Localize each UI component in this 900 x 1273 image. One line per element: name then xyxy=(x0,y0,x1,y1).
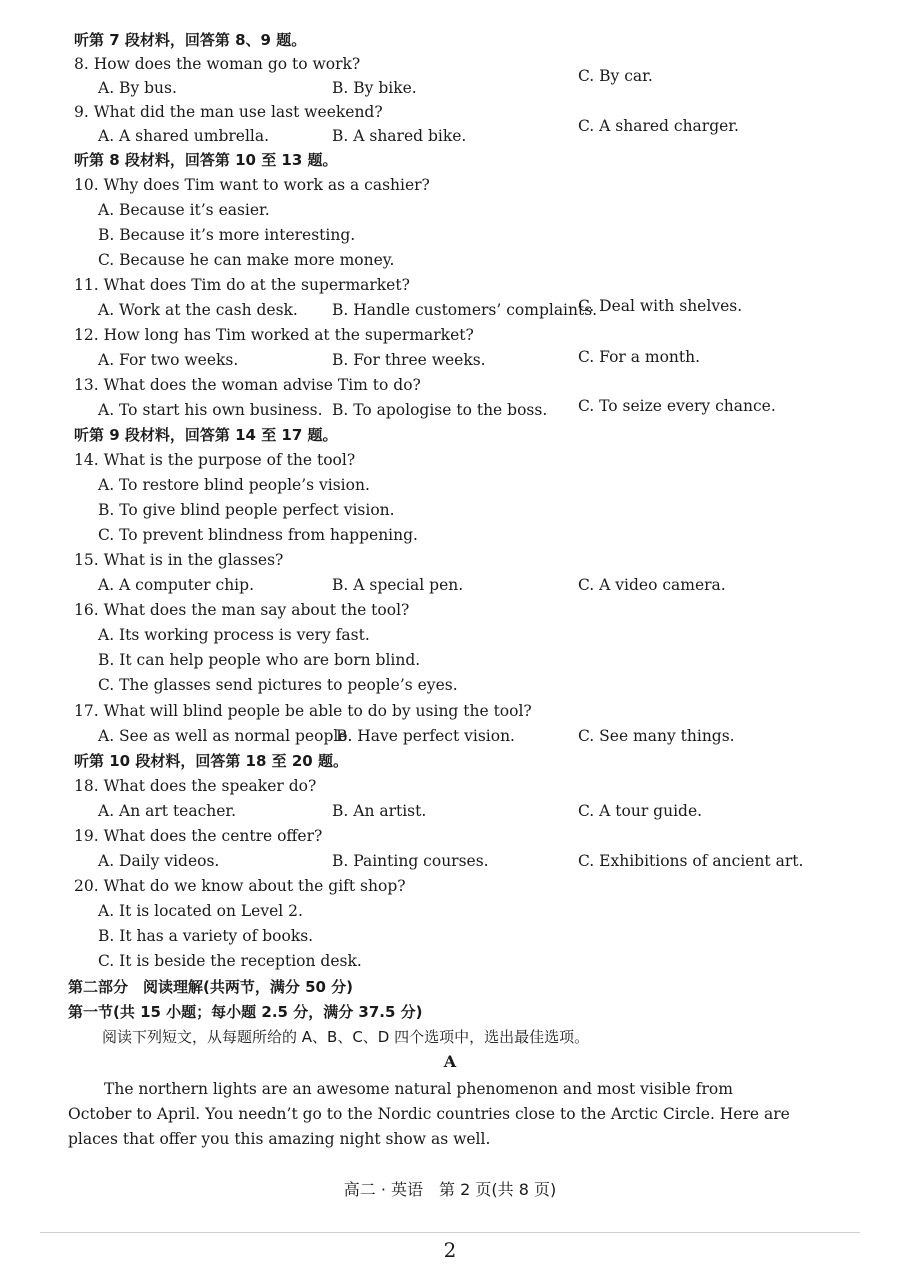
q10-option-c: C. Because he can make more money. xyxy=(98,251,395,269)
q16-option-a: A. Its working process is very fast. xyxy=(98,626,370,644)
q19-option-c: C. Exhibitions of ancient art. xyxy=(578,852,804,870)
passage-letter: A xyxy=(443,1052,457,1071)
question-12-options xyxy=(74,348,864,373)
q14-option-b: B. To give blind people perfect vision. xyxy=(98,501,395,519)
question-9-options xyxy=(74,117,864,149)
q10-option-b: B. Because it’s more interesting. xyxy=(98,226,356,244)
question-17-stem: 17. What will blind people be able to do by using the tool? xyxy=(74,702,532,720)
question-8-options xyxy=(74,67,864,101)
q15-option-b: B. A special pen. xyxy=(332,576,464,594)
question-19-stem: 19. What does the centre offer? xyxy=(74,827,323,845)
q11-option-a: A. Work at the cash desk. xyxy=(98,301,298,319)
q13-option-b: B. To apologise to the boss. xyxy=(332,401,548,419)
question-16-stem: 16. What does the man say about the tool? xyxy=(74,601,410,619)
q12-option-a: A. For two weeks. xyxy=(98,351,239,369)
q17-option-a: A. See as well as normal people. xyxy=(98,727,353,745)
section-heading-7: 听第 7 段材料，回答第 8、9 题。 xyxy=(74,31,307,49)
q15-option-a: A. A computer chip. xyxy=(98,576,254,594)
section-heading-9: 听第 9 段材料，回答第 14 至 17 题。 xyxy=(74,426,338,444)
q9-option-c: C. A shared charger. xyxy=(578,117,739,135)
part-two-section-one-heading: 第一节(共 15 小题；每小题 2.5 分，满分 37.5 分) xyxy=(68,1003,423,1021)
question-11-stem: 11. What does Tim do at the supermarket? xyxy=(74,276,410,294)
q13-option-c: C. To seize every chance. xyxy=(578,397,776,415)
q8-option-c: C. By car. xyxy=(578,67,653,85)
section-heading-8: 听第 8 段材料，回答第 10 至 13 题。 xyxy=(74,151,338,169)
reading-instruction: 阅读下列短文，从每题所给的 A、B、C、D 四个选项中，选出最佳选项。 xyxy=(102,1028,590,1046)
q18-option-b: B. An artist. xyxy=(332,802,427,820)
q8-option-b: B. By bike. xyxy=(332,79,417,97)
page-number: 2 xyxy=(443,1238,457,1262)
q16-option-c: C. The glasses send pictures to people’s eyes. xyxy=(98,676,458,694)
q20-option-a: A. It is located on Level 2. xyxy=(98,902,303,920)
q17-option-c: C. See many things. xyxy=(578,727,735,745)
q18-option-c: C. A tour guide. xyxy=(578,802,703,820)
q12-option-b: B. For three weeks. xyxy=(332,351,486,369)
question-8-stem: 8. How does the woman go to work? xyxy=(74,55,361,73)
question-12-stem: 12. How long has Tim worked at the supermarket? xyxy=(74,326,474,344)
q19-option-a: A. Daily videos. xyxy=(98,852,220,870)
q14-option-a: A. To restore blind people’s vision. xyxy=(98,476,370,494)
q18-option-a: A. An art teacher. xyxy=(98,802,237,820)
passage-text: The northern lights are an awesome natural phenomenon and most visible from October to April. You needn’t go to the Nordic countries close to the Arctic Circle. Here are places that offer you this amazing night show as well. xyxy=(68,1080,790,1148)
q19-option-b: B. Painting courses. xyxy=(332,852,489,870)
question-10-stem: 10. Why does Tim want to work as a cashier? xyxy=(74,176,430,194)
q20-option-c: C. It is beside the reception desk. xyxy=(98,952,362,970)
q15-option-c: C. A video camera. xyxy=(578,576,726,594)
question-18-options xyxy=(74,799,864,824)
question-19-options xyxy=(74,849,864,874)
q13-option-a: A. To start his own business. xyxy=(98,401,323,419)
page-footer: 高二 · 英语 第 2 页(共 8 页) xyxy=(343,1180,557,1199)
section-heading-10: 听第 10 段材料，回答第 18 至 20 题。 xyxy=(74,752,348,770)
q11-option-c: C. Deal with shelves. xyxy=(578,297,743,315)
question-20-stem: 20. What do we know about the gift shop? xyxy=(74,877,406,895)
question-17-options xyxy=(74,724,864,749)
question-18-stem: 18. What does the speaker do? xyxy=(74,777,317,795)
question-14-stem: 14. What is the purpose of the tool? xyxy=(74,451,356,469)
q8-option-a: A. By bus. xyxy=(98,79,177,97)
q16-option-b: B. It can help people who are born blind. xyxy=(98,651,421,669)
footer-divider xyxy=(40,1232,860,1233)
q12-option-c: C. For a month. xyxy=(578,348,701,366)
question-15-options xyxy=(74,573,864,598)
question-15-stem: 15. What is in the glasses? xyxy=(74,551,284,569)
q9-option-a: A. A shared umbrella. xyxy=(98,127,270,145)
q9-option-b: B. A shared bike. xyxy=(332,127,467,145)
question-11-options xyxy=(74,298,864,323)
part-two-heading: 第二部分 阅读理解(共两节，满分 50 分) xyxy=(68,978,354,996)
q14-option-c: C. To prevent blindness from happening. xyxy=(98,526,418,544)
question-13-stem: 13. What does the woman advise Tim to do? xyxy=(74,376,421,394)
q10-option-a: A. Because it’s easier. xyxy=(98,201,270,219)
q17-option-b: B. Have perfect vision. xyxy=(336,727,515,745)
q20-option-b: B. It has a variety of books. xyxy=(98,927,314,945)
q11-option-b: B. Handle customers’ complaints. xyxy=(332,301,598,319)
question-13-options xyxy=(74,398,864,423)
question-9-stem: 9. What did the man use last weekend? xyxy=(74,103,383,121)
